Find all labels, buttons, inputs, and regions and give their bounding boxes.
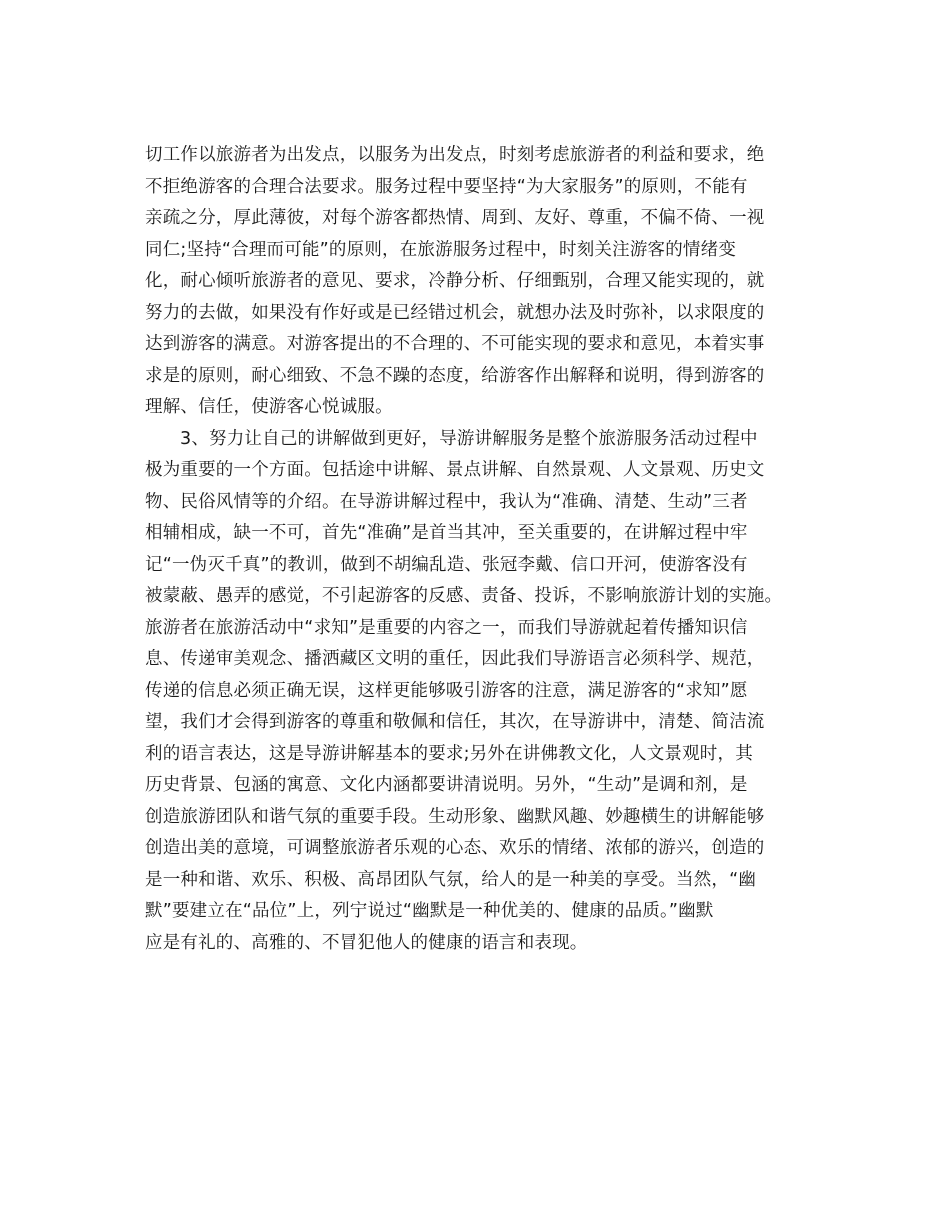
text-line: 历史背景、包涵的寓意、文化内涵都要讲清说明。另外，“生动”是调和剂，是	[145, 775, 748, 795]
text-line: 切工作以旅游者为出发点，以服务为出发点，时刻考虑旅游者的利益和要求，绝	[145, 145, 765, 165]
text-line: 创造旅游团队和谐气氛的重要手段。生动形象、幽默风趣、妙趣横生的讲解能够	[145, 806, 765, 827]
text-line: 极为重要的一个方面。包括途中讲解、景点讲解、自然景观、人文景观、历史文	[145, 460, 765, 480]
text-line: 默”要建立在“品位”上，列宁说过“幽默是一种优美的、健康的品质。”幽默	[145, 901, 714, 921]
text-line: 不拒绝游客的合理合法要求。服务过程中要坚持“为大家服务”的原则，不能有	[145, 176, 748, 197]
text-line: 达到游客的满意。对游客提出的不合理的、不可能实现的要求和意见，本着实事	[145, 334, 765, 354]
text-line: 记“一伪灭千真”的教训，做到不胡编乱造、张冠李戴、信口开河，使游客没有	[145, 554, 748, 575]
text-line: 亲疏之分，厚此薄彼，对每个游客都热情、周到、友好、尊重，不偏不倚、一视	[145, 208, 765, 228]
document-page	[145, 140, 805, 959]
text-line: 3、努力让自己的讲解做到更好，导游讲解服务是整个旅游服务活动过程中	[180, 428, 758, 449]
text-line: 是一种和谐、欢乐、积极、高昂团队气氛，给人的是一种美的享受。当然，“幽	[145, 869, 757, 890]
text-line: 应是有礼的、高雅的、不冒犯他人的健康的语言和表现。	[145, 932, 588, 953]
text-line: 求是的原则，耐心细致、不急不躁的态度，给游客作出解释和说明，得到游客的	[145, 365, 765, 386]
text-line: 同仁;坚持“合理而可能”的原则，在旅游服务过程中，时刻关注游客的情绪变	[145, 239, 737, 260]
text-line: 相辅相成，缺一不可，首先“准确”是首当其冲，至关重要的，在讲解过程中牢	[145, 523, 748, 543]
text-line: 努力的去做，如果没有作好或是已经错过机会，就想办法及时弥补，以求限度的	[145, 302, 765, 323]
text-line: 旅游者在旅游活动中“求知”是重要的内容之一，而我们导游就起着传播知识信	[145, 617, 748, 638]
text-line: 理解、信任，使游客心悦诚服。	[145, 397, 393, 417]
text-line: 利的语言表达，这是导游讲解基本的要求;另外在讲佛教文化，人文景观时，其	[145, 743, 753, 764]
text-line: 化，耐心倾听旅游者的意见、要求，冷静分析、仔细甄别，合理又能实现的，就	[145, 271, 765, 291]
text-line: 创造出美的意境，可调整旅游者乐观的心态、欢乐的情绪、浓郁的游兴，创造的	[145, 838, 765, 858]
text-line: 物、民俗风情等的介绍。在导游讲解过程中，我认为“准确、清楚、生动”三者	[145, 491, 748, 512]
paragraph-2	[145, 424, 805, 960]
text-line: 传递的信息必须正确无误，这样更能够吸引游客的注意，满足游客的“求知”愿	[145, 680, 748, 701]
paragraph-1	[145, 140, 805, 424]
text-line: 被蒙蔽、愚弄的感觉，不引起游客的反感、责备、投诉，不影响旅游计划的实施。	[145, 586, 783, 606]
text-line: 望，我们才会得到游客的尊重和敬佩和信任，其次，在导游讲中，清楚、简洁流	[145, 712, 765, 732]
text-line: 息、传递审美观念、播洒藏区文明的重任，因此我们导游语言必须科学、规范，	[145, 649, 765, 669]
